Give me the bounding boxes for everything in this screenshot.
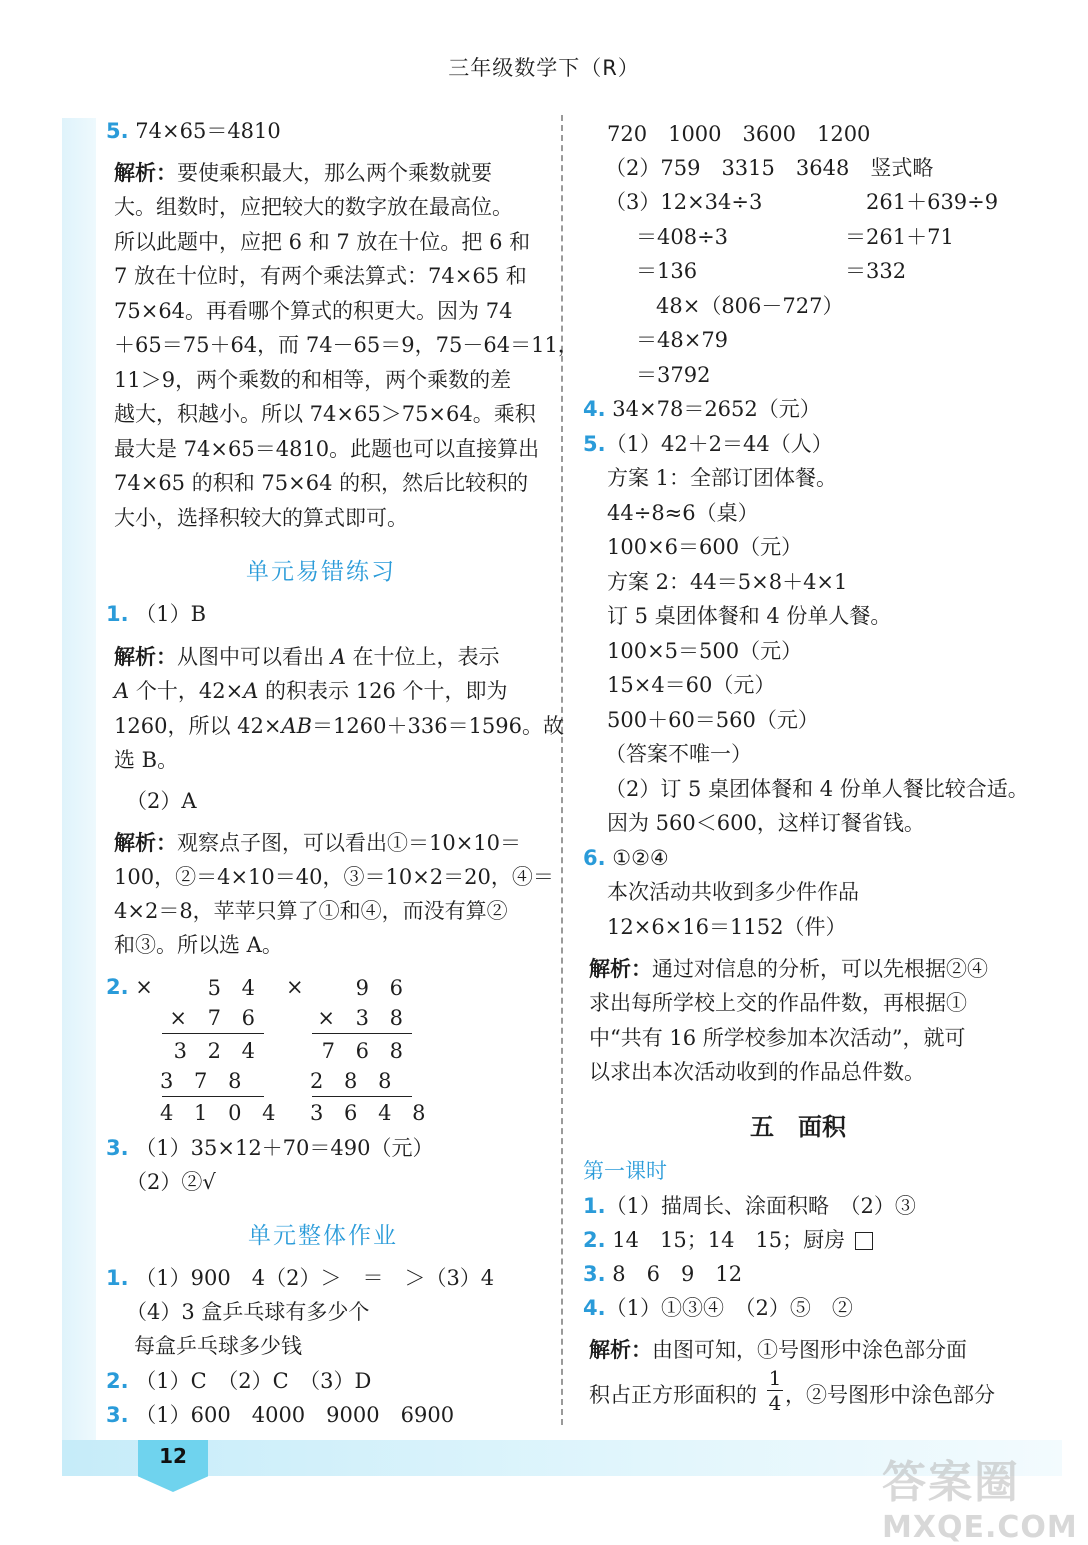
analysis-line: 74×65 的积和 75×64 的积，然后比较积的 (114, 471, 529, 495)
analysis-line: 75×64。再看哪个算式的积更大。因为 74 (114, 299, 513, 323)
calc-line (312, 1033, 412, 1034)
calc-line (312, 1096, 412, 1097)
answer-line: （答案不唯一） (605, 742, 752, 766)
analysis-line: 大。组数时，应把较大的数字放在最高位。 (114, 195, 513, 219)
calc-row: 3 7 8 (160, 1069, 249, 1093)
lesson-answer-1: 1.（1）描周长、涂面积略 （2）③ (583, 1194, 916, 1218)
analysis-line: 越大，积越小。所以 74×65＞75×64。乘积 (114, 402, 536, 426)
lesson-title: 第一课时 (583, 1159, 667, 1183)
answer-line: 本次活动共收到多少件作品 (607, 880, 859, 904)
answer-line: 15×4＝60（元） (607, 673, 776, 697)
answer-line: ＝48×79 (636, 328, 729, 352)
homework-3: 3. （1）600 4000 9000 6900 (106, 1403, 455, 1427)
answer-line: 48×（806－727） (656, 294, 844, 318)
answer-line: （2）759 3315 3648 竖式略 (605, 156, 934, 180)
answer-line: 因为 560＜600，这样订餐省钱。 (607, 811, 925, 835)
analysis-line: 11＞9，两个乘数的和相等，两个乘数的差 (114, 368, 512, 392)
analysis-line: 中“共有 16 所学校参加本次活动”，就可 (589, 1026, 966, 1050)
answer-line: ＝408÷3 (636, 225, 729, 249)
analysis-line: 积占正方形面积的 (589, 1383, 757, 1407)
wrong-mark: × (286, 975, 304, 999)
answer-line: 261＋639÷9 (866, 190, 999, 214)
watermark-line1: 答案圈 (882, 1457, 1020, 1508)
calc-row: 2 8 8 (310, 1069, 399, 1093)
answer-line: 100×5＝500（元） (607, 639, 803, 663)
section-title-unit-errors: 单元易错练习 (246, 559, 396, 585)
answer-line: 方案 2：44＝5×8＋4×1 (607, 570, 848, 594)
chapter-title: 五 面积 (750, 1113, 846, 1141)
page-number: 12 (159, 1444, 187, 1468)
empty-square-icon (855, 1232, 873, 1250)
answer-5: 5. 74×65＝4810 (106, 119, 281, 143)
answer-line: 100×6＝600（元） (607, 535, 803, 559)
homework-1-4b: 每盒乒乓球多少钱 (134, 1334, 302, 1358)
calc-row: × 7 6 (169, 1006, 262, 1030)
calc-row: 3 6 4 8 (310, 1101, 433, 1125)
answer-line: ＝136 (636, 259, 698, 283)
answer-6: 6. ①②④ (583, 846, 669, 870)
analysis-line: ＋65＝75＋64，而 74－65＝9，75－64＝11， (114, 333, 579, 357)
answer-line: ＝261＋71 (845, 225, 954, 249)
analysis-line: 100，②＝4×10＝40，③＝10×2＝20，④＝ (114, 865, 554, 889)
analysis-line: 最大是 74×65＝4810。此题也可以直接算出 (114, 437, 540, 461)
calc-line (162, 1033, 264, 1034)
analysis-line: 7 放在十位时，有两个乘法算式：74×65 和 (114, 264, 527, 288)
answer-line: 720 1000 3600 1200 (607, 122, 871, 146)
analysis-line: 4×2＝8，苹苹只算了①和④，而没有算② (114, 899, 508, 923)
watermark-line2: MXQE.COM (882, 1510, 1078, 1545)
answer-3: 3. （1）35×12＋70＝490（元） (106, 1136, 434, 1160)
lesson-answer-2: 2. 14 15；14 15；厨房 (583, 1228, 846, 1252)
column-divider (561, 115, 563, 1425)
analysis-line: 解析：观察点子图，可以看出①＝10×10＝ (114, 831, 522, 855)
answer-line: 500＋60＝560（元） (607, 708, 819, 732)
analysis-line: 解析：通过对信息的分析，可以先根据②④ (589, 957, 988, 981)
page-edge-decoration (62, 118, 96, 1448)
calc-row: 9 6 (355, 976, 410, 1000)
calc-row: 7 6 8 (321, 1039, 410, 1063)
fraction-numerator: 1 (768, 1366, 782, 1390)
lesson-answer-3: 3. 8 6 9 12 (583, 1262, 743, 1286)
analysis-line: 所以此题中，应把 6 和 7 放在十位。把 6 和 (114, 230, 531, 254)
answer-5: 5.（1）42＋2＝44（人） (583, 432, 833, 456)
answer-1: 1. （1）B (106, 602, 207, 626)
answer-line: 订 5 桌团体餐和 4 份单人餐。 (607, 604, 892, 628)
calc-row: × 3 8 (317, 1006, 410, 1030)
analysis-line: 解析：从图中可以看出 A 在十位上，表示 (114, 645, 500, 669)
analysis-line: ，②号图形中涂色部分 (785, 1383, 995, 1407)
watermark-logo (882, 1446, 1078, 1545)
answer-line: 44÷8≈6（桌） (607, 501, 759, 525)
analysis-line: 和③。所以选 A。 (114, 933, 283, 957)
answer-line: （2）订 5 桌团体餐和 4 份单人餐比较合适。 (605, 777, 1029, 801)
analysis-line: 1260，所以 42×AB＝1260＋336＝1596。故 (114, 714, 565, 738)
page-header: 三年级数学下（R） (448, 56, 640, 80)
lesson-answer-4: 4.（1）①③④ （2）⑤ ② (583, 1296, 853, 1320)
analysis-line: 解析：要使乘积最大，那么两个乘数就要 (114, 161, 492, 185)
analysis-line: 选 B。 (114, 748, 179, 772)
answer-4: 4. 34×78＝2652（元） (583, 397, 821, 421)
answer-line: 12×6×16＝1152（件） (607, 915, 847, 939)
fraction-one-quarter (767, 1368, 783, 1413)
section-title-unit-homework: 单元整体作业 (248, 1223, 398, 1249)
homework-1-4: （4）3 盒乒乓球有多少个 (126, 1300, 370, 1324)
answer-line: ＝3792 (636, 363, 711, 387)
fraction-denominator: 4 (768, 1391, 782, 1415)
answer-1-2: （2）A (126, 789, 197, 813)
calc-row: 3 2 4 (173, 1039, 262, 1063)
analysis-line: 求出每所学校上交的作品件数，再根据① (589, 991, 967, 1015)
answer-line: ＝332 (845, 259, 907, 283)
analysis-line: 解析：由图可知，①号图形中涂色部分面 (589, 1338, 967, 1362)
answer-3-2: （2）②√ (126, 1170, 216, 1194)
homework-1: 1. （1）900 4（2）＞ ＝ ＞（3）4 (106, 1266, 495, 1290)
answer-line: 方案 1：全部订团体餐。 (607, 466, 838, 490)
answer-2: 2. × (106, 975, 153, 999)
homework-2: 2. （1）C （2）C （3）D (106, 1369, 372, 1393)
analysis-line: 大小，选择积较大的算式即可。 (114, 506, 408, 530)
analysis-line: 以求出本次活动收到的作品总件数。 (589, 1060, 925, 1084)
calc-line (162, 1096, 264, 1097)
analysis-line: A 个十，42×A 的积表示 126 个十，即为 (114, 679, 508, 703)
answer-line: （3）12×34÷3 (605, 190, 763, 214)
calc-row: 5 4 (207, 976, 262, 1000)
calc-row: 4 1 0 4 (160, 1101, 283, 1125)
